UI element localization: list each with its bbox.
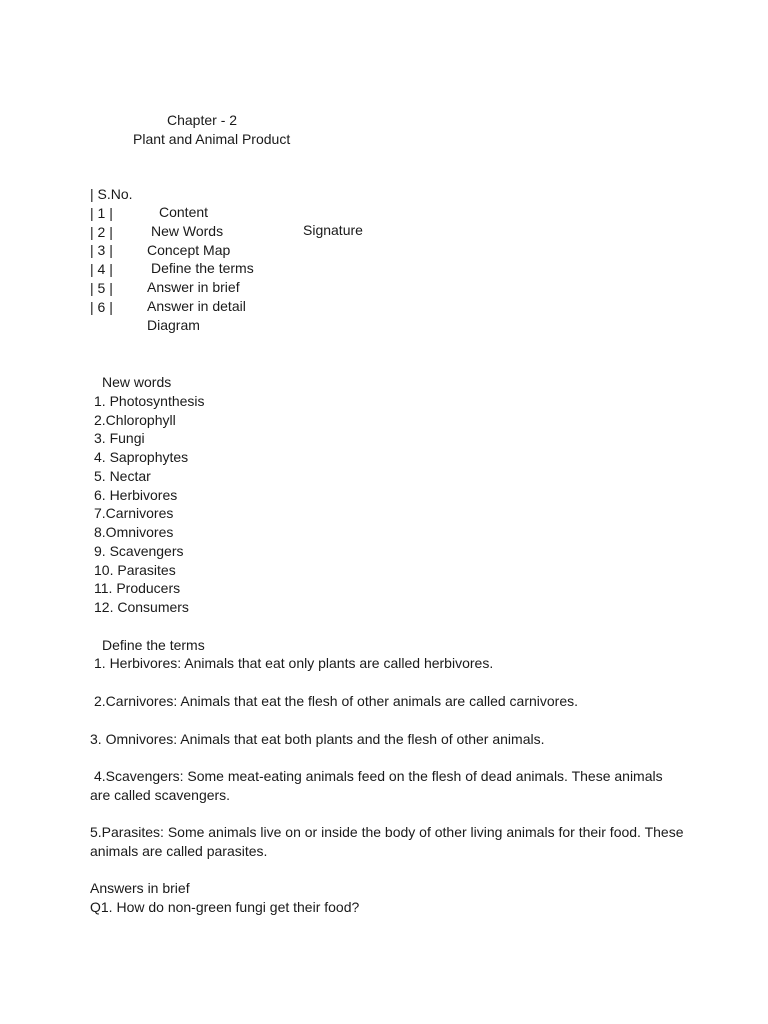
row-content: Concept Map [147,242,231,258]
list-item: 6. Herbivores [94,487,178,503]
list-item: 11. Producers [94,580,181,596]
define-terms-heading: Define the terms [102,637,205,653]
row-sno: | 3 | [90,242,113,258]
list-item: 8.Omnivores [94,524,174,540]
chapter-number: Chapter - 2 [167,112,238,128]
row-sno: | 1 | [90,205,113,221]
row-sno: | 4 | [90,261,113,277]
definition-omnivores: 3. Omnivores: Animals that eat both plants and the flesh of other animals. [90,731,545,747]
new-words-heading: New words [102,374,172,390]
column-header-content: Content [159,204,209,220]
row-content: New Words [151,223,224,239]
definition-scavengers-cont: are called scavengers. [90,787,231,803]
row-content: Diagram [147,317,200,333]
list-item: 9. Scavengers [94,543,184,559]
row-content: Answer in detail [147,298,246,314]
definition-scavengers: 4.Scavengers: Some meat-eating animals feed on the flesh of dead animals. These animals [94,768,663,784]
answers-brief-heading: Answers in brief [90,880,190,896]
column-header-sno: | S.No. [90,186,133,202]
list-item: 2.Chlorophyll [94,412,176,428]
definition-carnivores: 2.Carnivores: Animals that eat the flesh of other animals are called carnivores. [94,693,579,709]
row-content: Define the terms [151,260,254,276]
list-item: 7.Carnivores [94,505,174,521]
list-item: 3. Fungi [94,430,145,446]
definition-herbivores: 1. Herbivores: Animals that eat only plants are called herbivores. [94,655,494,671]
list-item: 1. Photosynthesis [94,393,205,409]
definition-parasites: 5.Parasites: Some animals live on or inside the body of other living animals for their food. These [90,824,684,840]
question-1: Q1. How do non-green fungi get their food? [90,899,360,915]
list-item: 12. Consumers [94,599,189,615]
row-sno: | 2 | [90,224,113,240]
row-sno: | 5 | [90,280,113,296]
list-item: 4. Saprophytes [94,449,189,465]
definition-parasites-cont: animals are called parasites. [90,843,268,859]
row-content: Answer in brief [147,279,240,295]
column-header-signature: Signature [303,222,363,238]
list-item: 10. Parasites [94,562,176,578]
row-sno: | 6 | [90,299,113,315]
chapter-title: Plant and Animal Product [133,131,291,147]
list-item: 5. Nectar [94,468,151,484]
